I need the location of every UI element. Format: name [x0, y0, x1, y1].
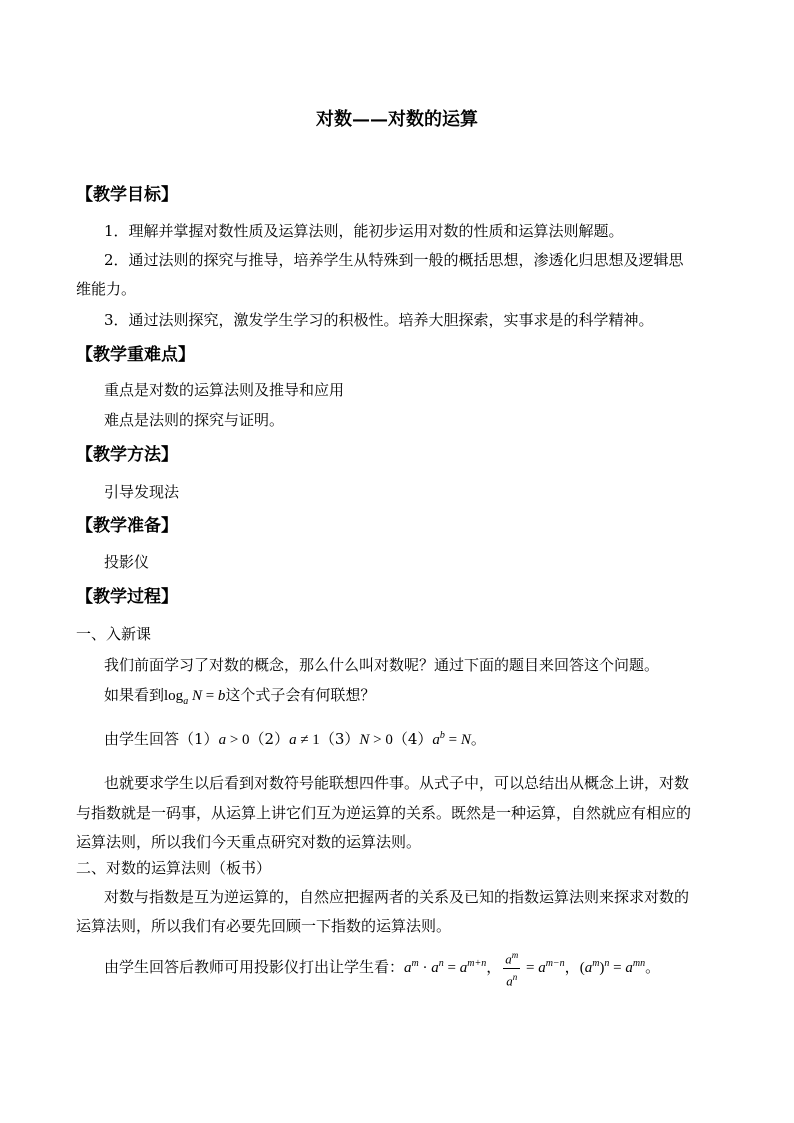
goal-1: 1．理解并掌握对数性质及运算法则，能初步运用对数的性质和运算法则解题。 — [104, 222, 624, 240]
goal-3: 3．通过法则探究，激发学生学习的积极性。培养大胆探索，实事求是的科学精神。 — [104, 311, 654, 329]
fraction-numerator: $a^m$ — [503, 947, 520, 968]
process-para-5-line-2: 运算法则，所以我们有必要先回顾一下指数的运算法则。 — [76, 917, 452, 935]
page-title: 对数——对数的运算 — [316, 109, 478, 130]
process-para-1: 我们前面学习了对数的概念，那么什么叫对数呢？通过下面的题目来回答这个问题。 — [104, 656, 660, 674]
method-text: 引导发现法 — [104, 483, 180, 501]
goal-2-line-2: 维能力。 — [76, 280, 137, 298]
process-para-4-line-1: 也就要求学生以后看到对数符号能联想四件事。从式子中，可以总结出从概念上讲，对数 — [104, 774, 690, 792]
process-heading-2: 二、对数的运算法则（板书） — [76, 859, 272, 877]
goal-2-line-1: 2．通过法则的探究与推导，培养学生从特殊到一般的概括思想，渗透化归思想及逻辑思 — [104, 251, 684, 269]
process-para-6: 由学生回答后教师可用投影仪打出让学生看：$a^m \cdot a^n = a^{m+n}$， $\frac{a^m}{a^n}$ = $a^{m-n}$，$(a^m)^n = a^{mn}$。 — [104, 944, 660, 989]
process-para-2: 如果看到$\log_a N = b$这个式子会有何联想？ — [104, 686, 376, 707]
keypoint-2: 难点是法则的探究与证明。 — [104, 411, 285, 429]
process-para-4-line-2: 与指数就是一码事，从运算上讲它们互为逆运算的关系。既然是一种运算，自然就应有相应的 — [76, 804, 692, 822]
process-para-3: 由学生回答$(1)a > 0(2)a \ne 1(3)N > 0(4)a^b = N$。 — [104, 730, 486, 748]
prep-text: 投影仪 — [104, 553, 150, 571]
section-heading-prep: 【教学准备】 — [76, 516, 178, 536]
fraction-denominator: $a^n$ — [506, 971, 518, 988]
process-para-5-line-1: 对数与指数是互为逆运算的，自然应把握两者的关系及已知的指数运算法则来探求对数的 — [104, 888, 690, 906]
section-heading-method: 【教学方法】 — [76, 445, 178, 465]
process-heading-1: 一、入新课 — [76, 625, 152, 643]
keypoint-1: 重点是对数的运算法则及推导和应用 — [104, 381, 345, 399]
section-heading-keypoints: 【教学重难点】 — [76, 345, 195, 365]
section-heading-process: 【教学过程】 — [76, 587, 178, 607]
process-para-4-line-3: 运算法则，所以我们今天重点研究对数的运算法则。 — [76, 833, 422, 851]
section-heading-goals: 【教学目标】 — [76, 185, 178, 205]
fraction — [503, 947, 520, 989]
